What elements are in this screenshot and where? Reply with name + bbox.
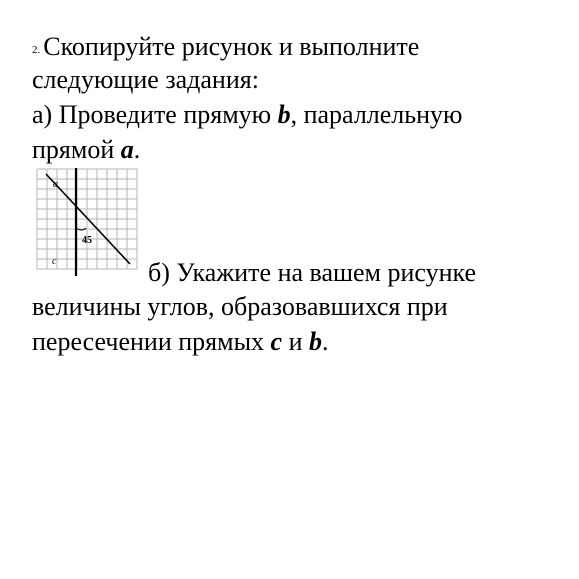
task-number: 2. [32,44,41,56]
var-a: a [120,135,134,164]
grid-figure [36,168,146,278]
var-c: c [270,327,283,356]
part-a-line1: а) Проведите прямую b, параллельную [32,100,463,129]
part-b-line2: величины углов, образовавшихся при [32,292,448,321]
part-a-line2: прямой a. [32,135,141,164]
label-a: a [53,179,58,190]
task-intro-line2: следующие задания: [32,65,259,94]
task-intro-line1: 2. Скопируйте рисунок и выполните [32,32,420,61]
angle-label: 45 [82,235,92,246]
part-b-line3: пересечении прямых c и b. [32,327,329,356]
var-b-2: b [309,327,323,356]
label-c: c [52,256,57,267]
part-b-line1: б) Укажите на вашем рисунке [148,258,477,287]
var-b: b [277,100,291,129]
